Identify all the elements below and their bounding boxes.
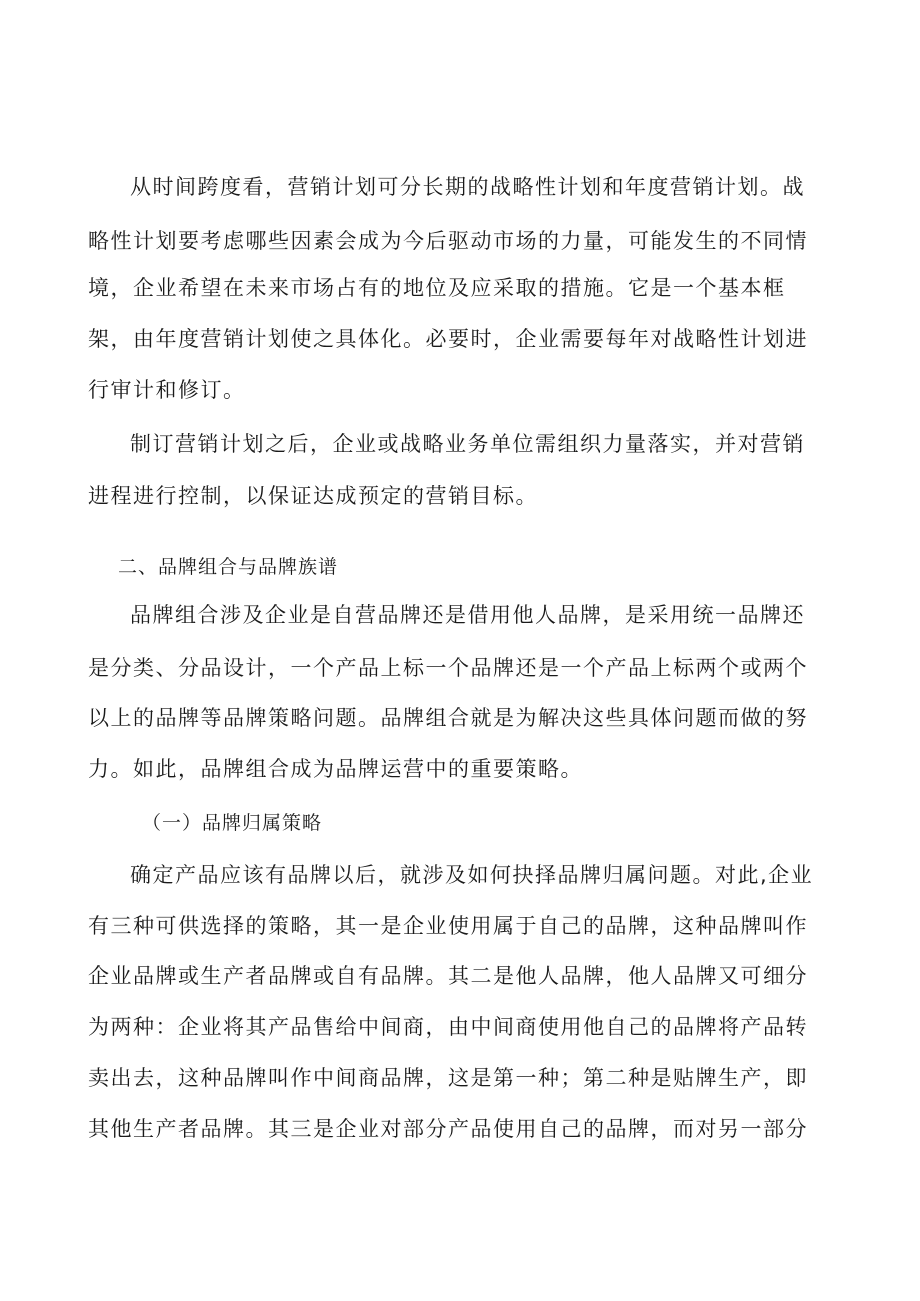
- paragraph-line: 略性计划要考虑哪些因素会成为今后驱动市场的力量，可能发生的不同情: [88, 229, 808, 253]
- paragraph-line: 为两种：企业将其产品售给中间商，由中间商使用他自己的品牌将产品转: [88, 1015, 808, 1039]
- subsection-heading: （一）品牌归属策略: [142, 812, 323, 834]
- paragraph-line: 行审计和修订。: [88, 378, 246, 402]
- paragraph-line: 从时间跨度看，营销计划可分长期的战略性计划和年度营销计划。战: [130, 175, 805, 199]
- paragraph-line: 架，由年度营销计划使之具体化。必要时，企业需要每年对战略性计划进: [88, 327, 808, 351]
- paragraph-line: 进程进行控制，以保证达成预定的营销目标。: [88, 484, 538, 508]
- section-heading: 二、品牌组合与品牌族谱: [118, 556, 339, 578]
- paragraph-line: 品牌组合涉及企业是自营品牌还是借用他人品牌，是采用统一品牌还: [130, 603, 805, 627]
- paragraph-line: 是分类、分品设计，一个产品上标一个品牌还是一个产品上标两个或两个: [88, 656, 808, 680]
- paragraph-line: 卖出去，这种品牌叫作中间商品牌，这是第一种；第二种是贴牌生产，即: [88, 1066, 808, 1090]
- paragraph-line: 力。如此，品牌组合成为品牌运营中的重要策略。: [88, 757, 583, 781]
- paragraph-line: 确定产品应该有品牌以后，就涉及如何抉择品牌归属问题。对此,企业: [130, 863, 814, 887]
- paragraph-line: 企业品牌或生产者品牌或自有品牌。其二是他人品牌，他人品牌又可细分: [88, 964, 808, 988]
- paragraph-line: 其他生产者品牌。其三是企业对部分产品使用自己的品牌，而对另一部分: [88, 1117, 808, 1141]
- paragraph-line: 境，企业希望在未来市场占有的地位及应采取的措施。它是一个基本框: [88, 276, 786, 300]
- paragraph-line: 制订营销计划之后，企业或战略业务单位需组织力量落实，并对营销: [130, 432, 805, 456]
- paragraph-line: 以上的品牌等品牌策略问题。品牌组合就是为解决这些具体问题而做的努: [88, 706, 808, 730]
- paragraph-line: 有三种可供选择的策略，其一是企业使用属于自己的品牌，这种品牌叫作: [88, 914, 808, 938]
